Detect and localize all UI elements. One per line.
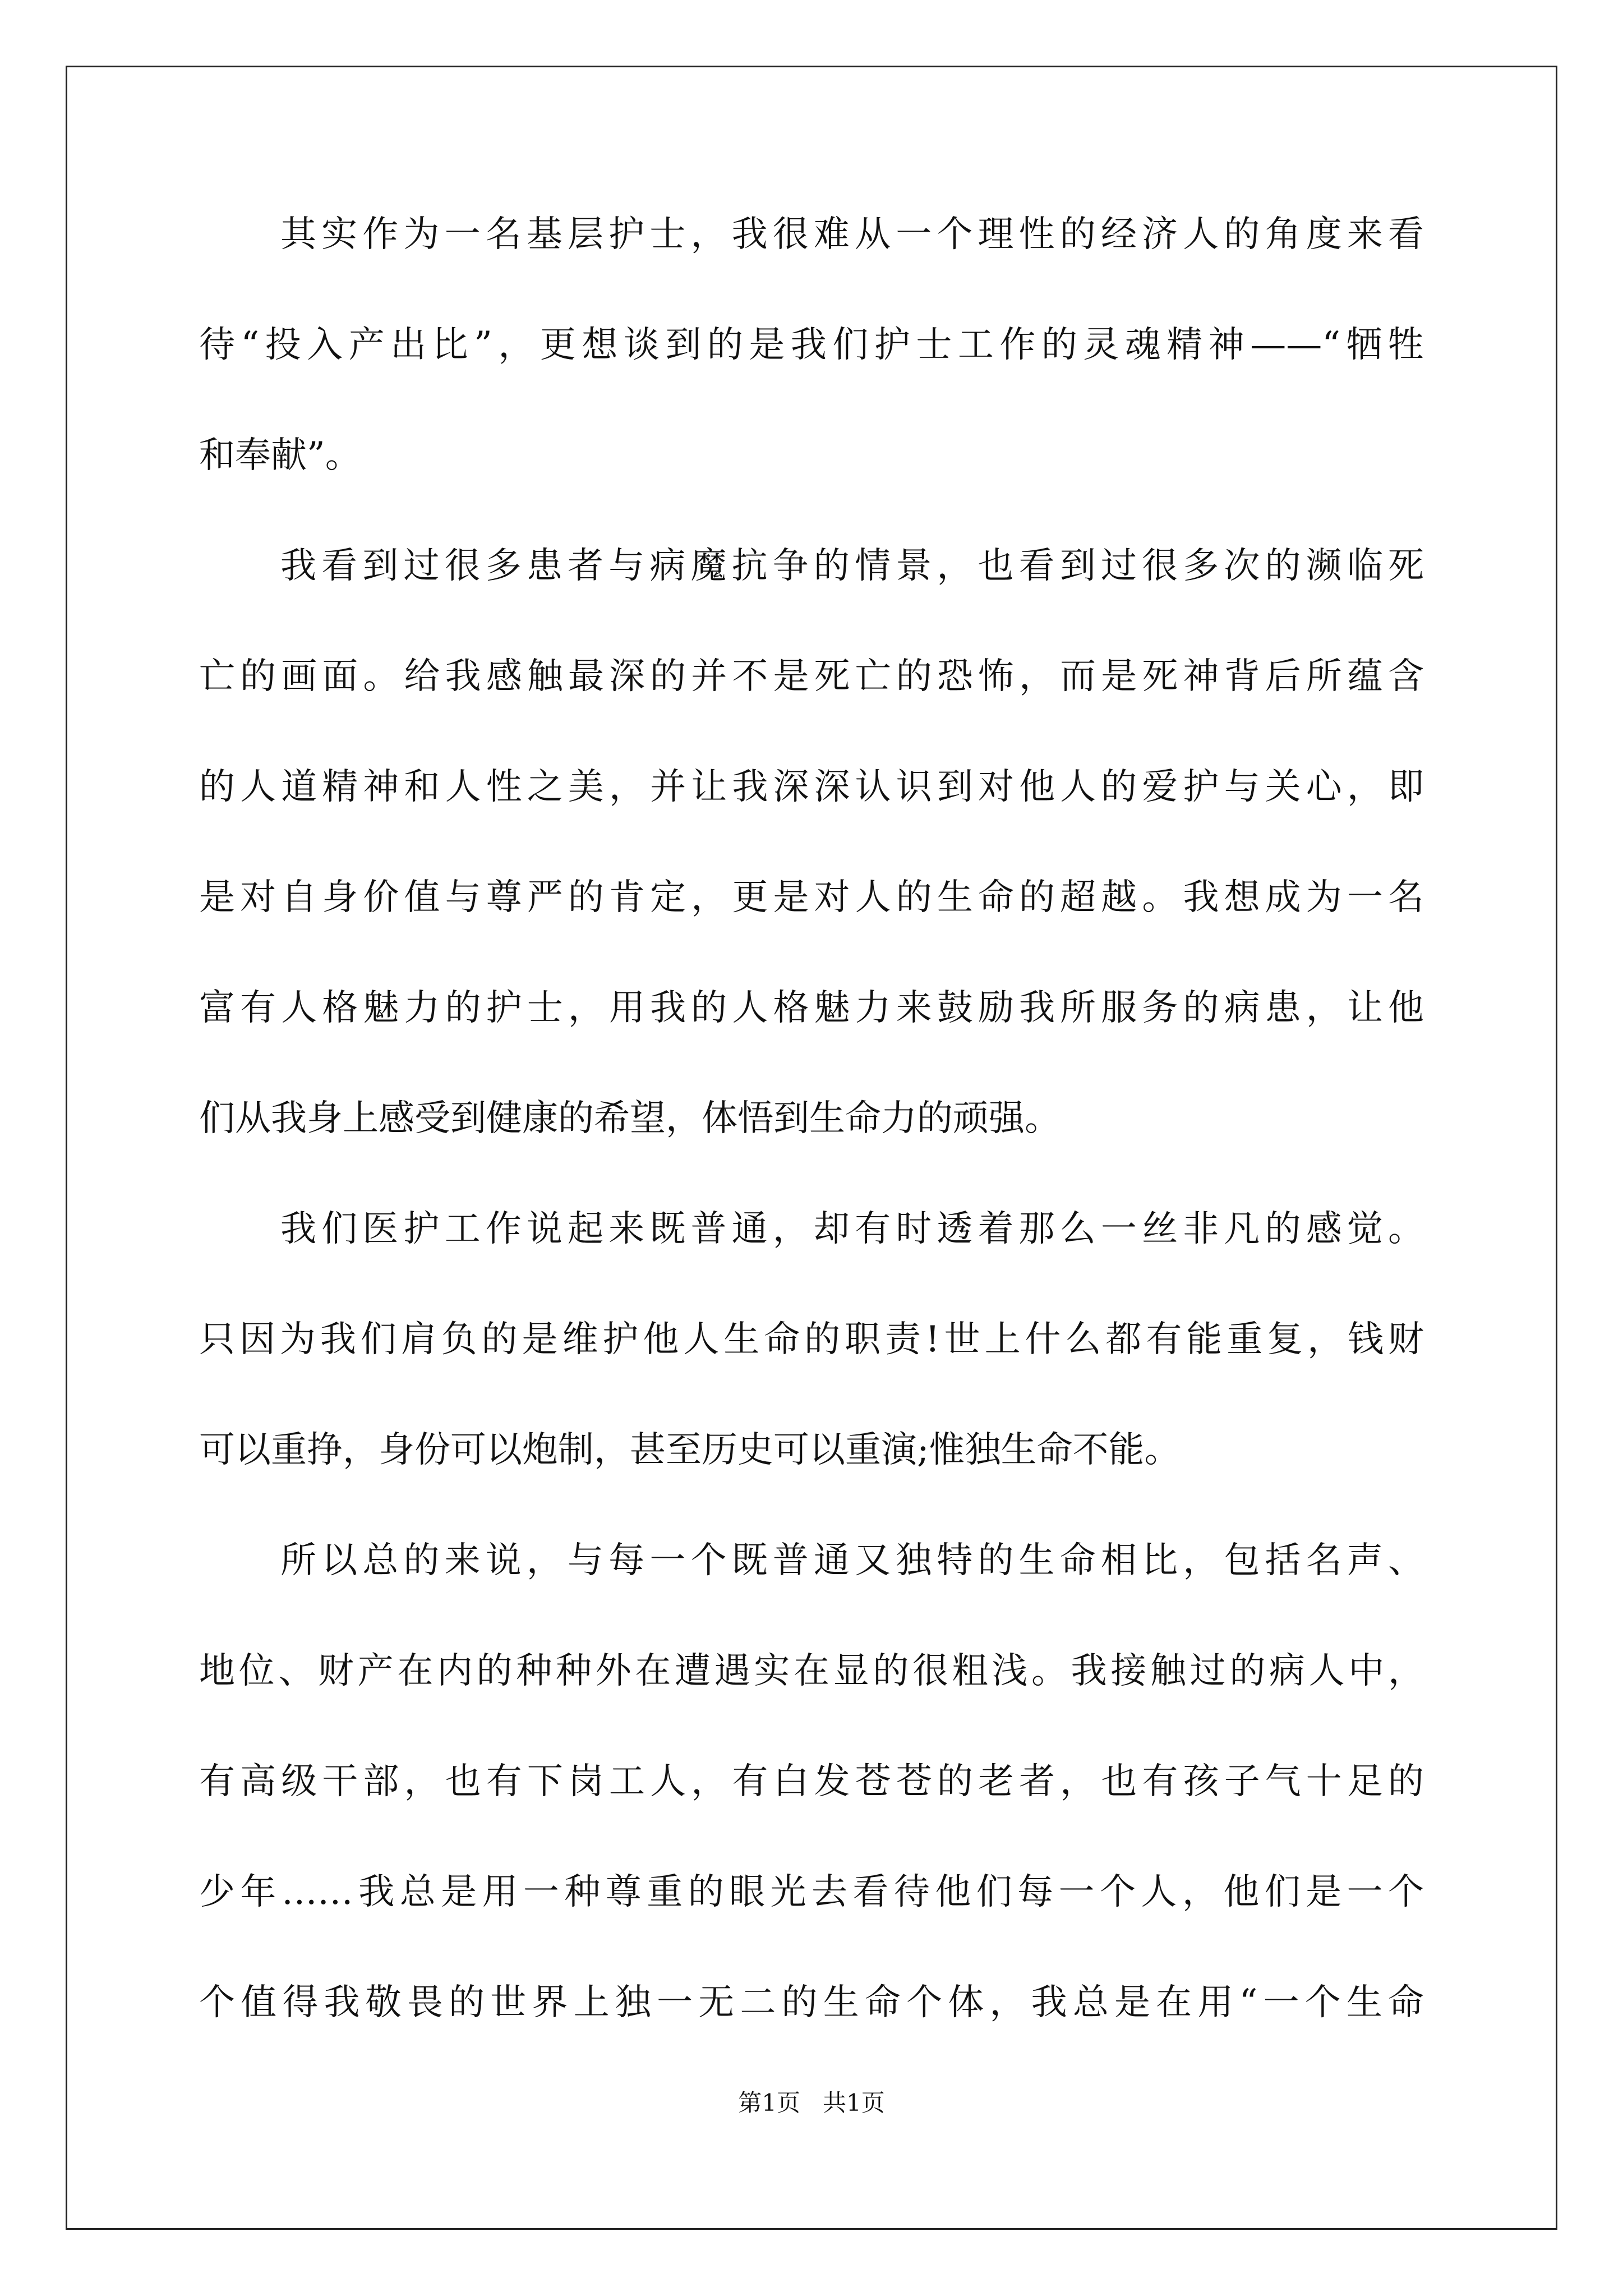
text-line: 我看到过很多患者与病魔抗争的情景，也看到过很多次的濒临死 — [280, 545, 1424, 587]
text-line: 所以总的来说，与每一个既普通又独特的生命相比，包括名声、 — [280, 1540, 1424, 1581]
text-line: 只因为我们肩负的是维护他人生命的职责!世上什么都有能重复，钱财 — [199, 1319, 1424, 1360]
text-line: 富有人格魅力的护士，用我的人格魅力来鼓励我所服务的病患，让他 — [199, 987, 1424, 1029]
page-footer: 第1页 共1页 — [738, 2089, 885, 2116]
text-line: 待“投入产出比”，更想谈到的是我们护士工作的灵魂精神——“牺牲 — [199, 324, 1424, 366]
document-body — [199, 212, 1424, 2091]
text-line: 我们医护工作说起来既普通，却有时透着那么一丝非凡的感觉。 — [280, 1208, 1424, 1250]
text-line: 可以重挣，身份可以炮制，甚至历史可以重演;惟独生命不能。 — [199, 1429, 1181, 1471]
text-line: 的人道精神和人性之美，并让我深深认识到对他人的爱护与关心，即 — [199, 766, 1424, 808]
text-line: 地位、财产在内的种种外在遭遇实在显的很粗浅。我接触过的病人中， — [199, 1650, 1424, 1692]
text-line: 是对自身价值与尊严的肯定，更是对人的生命的超越。我想成为一名 — [199, 877, 1424, 918]
text-line: 有高级干部，也有下岗工人，有白发苍苍的老者，也有孩子气十足的 — [199, 1761, 1424, 1802]
text-line: 其实作为一名基层护士，我很难从一个理性的经济人的角度来看 — [280, 214, 1424, 255]
text-line: 们从我身上感受到健康的希望，体悟到生命力的顽强。 — [199, 1098, 1061, 1139]
text-line: 个值得我敬畏的世界上独一无二的生命个体，我总是在用“一个生命 — [199, 1982, 1424, 2023]
text-line: 亡的画面。给我感触最深的并不是死亡的恐怖，而是死神背后所蕴含 — [199, 656, 1424, 697]
text-line: 少年……我总是用一种尊重的眼光去看待他们每一个人，他们是一个 — [199, 1871, 1424, 1913]
text-line: 和奉献”。 — [199, 435, 361, 476]
